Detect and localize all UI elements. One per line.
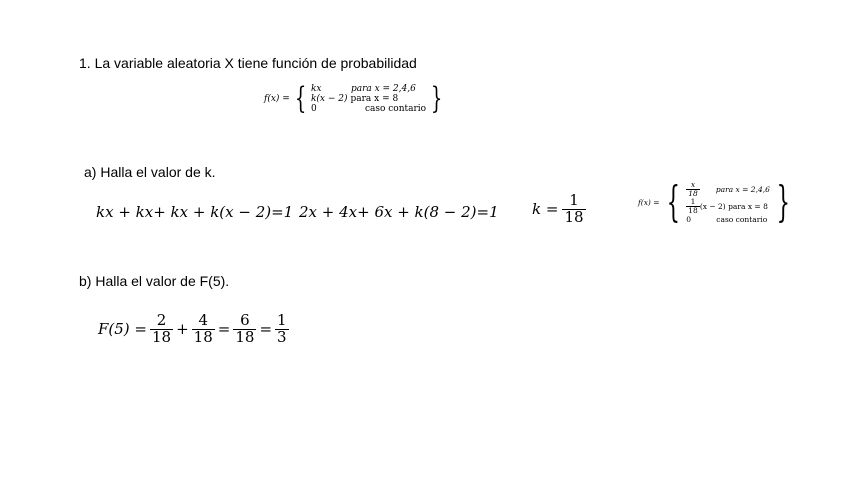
pdf-result-lhs: f(x) = xyxy=(638,197,660,207)
fraction-3-num: 6 xyxy=(240,311,250,329)
k-numerator: 1 xyxy=(569,191,579,209)
pdf-case-3 xyxy=(311,104,426,114)
pdf-result-case-1-den: 18 xyxy=(688,188,698,198)
fraction-1-num: 2 xyxy=(156,311,167,329)
k-fraction xyxy=(562,193,585,226)
pdf-result-case-2-tail: (x − 2) para x = 8 xyxy=(699,201,768,211)
equals-sign-2: = xyxy=(259,320,273,339)
pdf-case-2-cond: para x = 8 xyxy=(350,94,399,104)
pdf-case-1-cond: para x = 2,4,6 xyxy=(350,84,416,94)
pdf-case-1-expr: kx xyxy=(310,84,322,94)
pdf-case-3-expr: 0 xyxy=(310,104,317,114)
plus-sign: + xyxy=(176,320,189,339)
fraction-4-den: 3 xyxy=(277,327,287,346)
fraction-1-den: 18 xyxy=(152,327,172,346)
question-1-text: La variable aleatoria X tiene función de probabilidad xyxy=(94,55,417,71)
fraction-3 xyxy=(233,313,256,346)
pdf-case-2-expr: k(x − 2) xyxy=(310,94,348,104)
part-a-equation-2: 2x + 4x+ 6x + k(8 − 2)=1 xyxy=(299,203,499,221)
pdf-result-case-1-cond: para x = 2,4,6 xyxy=(715,184,770,194)
pdf-case-1 xyxy=(311,84,426,94)
fraction-2 xyxy=(192,313,215,346)
result-right-brace: } xyxy=(776,177,790,227)
pdf-definition xyxy=(264,81,446,116)
pdf-result-case-3 xyxy=(686,215,770,224)
question-1-heading xyxy=(79,55,417,71)
fraction-2-num: 4 xyxy=(198,311,208,329)
pdf-case-3-cond: caso contario xyxy=(364,104,427,114)
pdf-result-case-2-den: 18 xyxy=(688,205,698,215)
fraction-1 xyxy=(150,313,173,346)
fraction-3-den: 18 xyxy=(235,327,255,346)
k-result xyxy=(532,193,586,226)
pdf-cases xyxy=(311,84,426,114)
pdf-result-case-2-frac xyxy=(686,198,700,215)
fraction-4-num: 1 xyxy=(277,311,287,329)
result-left-brace: { xyxy=(666,177,680,227)
pdf-result-cases xyxy=(686,181,770,224)
pdf-result-case-2-num: 1 xyxy=(690,196,696,206)
pdf-result-case-2 xyxy=(686,198,770,215)
fraction-2-den: 18 xyxy=(193,327,213,346)
fraction-4 xyxy=(275,313,289,346)
pdf-result-case-1-num: x xyxy=(690,180,696,189)
pdf-case-2 xyxy=(311,94,426,104)
left-brace: { xyxy=(294,81,307,116)
pdf-result xyxy=(638,177,797,227)
pdf-result-case-3-cond: caso contario xyxy=(716,214,768,224)
part-b-text: Halla el valor de F(5). xyxy=(95,273,230,289)
part-b-heading xyxy=(79,273,229,289)
part-a-text: Halla el valor de k. xyxy=(100,164,216,180)
right-brace: } xyxy=(430,81,443,116)
part-a-heading xyxy=(84,164,216,180)
pdf-result-case-1 xyxy=(686,181,770,198)
k-lhs: k = xyxy=(532,200,559,219)
equals-sign-1: = xyxy=(217,320,231,339)
question-1-number: 1. xyxy=(79,55,91,71)
part-b-equation xyxy=(98,313,289,346)
F5-lhs: F(5) = xyxy=(98,320,147,339)
part-b-label: b) xyxy=(79,273,92,289)
k-denominator: 18 xyxy=(564,207,584,226)
pdf-result-case-3-expr: 0 xyxy=(686,214,692,224)
pdf-result-case-1-frac xyxy=(686,181,700,198)
part-a-label: a) xyxy=(84,164,97,180)
pdf-lhs: f(x) = xyxy=(264,94,290,104)
part-a-equation-1: kx + kx+ kx + k(x − 2)=1 xyxy=(96,203,294,221)
